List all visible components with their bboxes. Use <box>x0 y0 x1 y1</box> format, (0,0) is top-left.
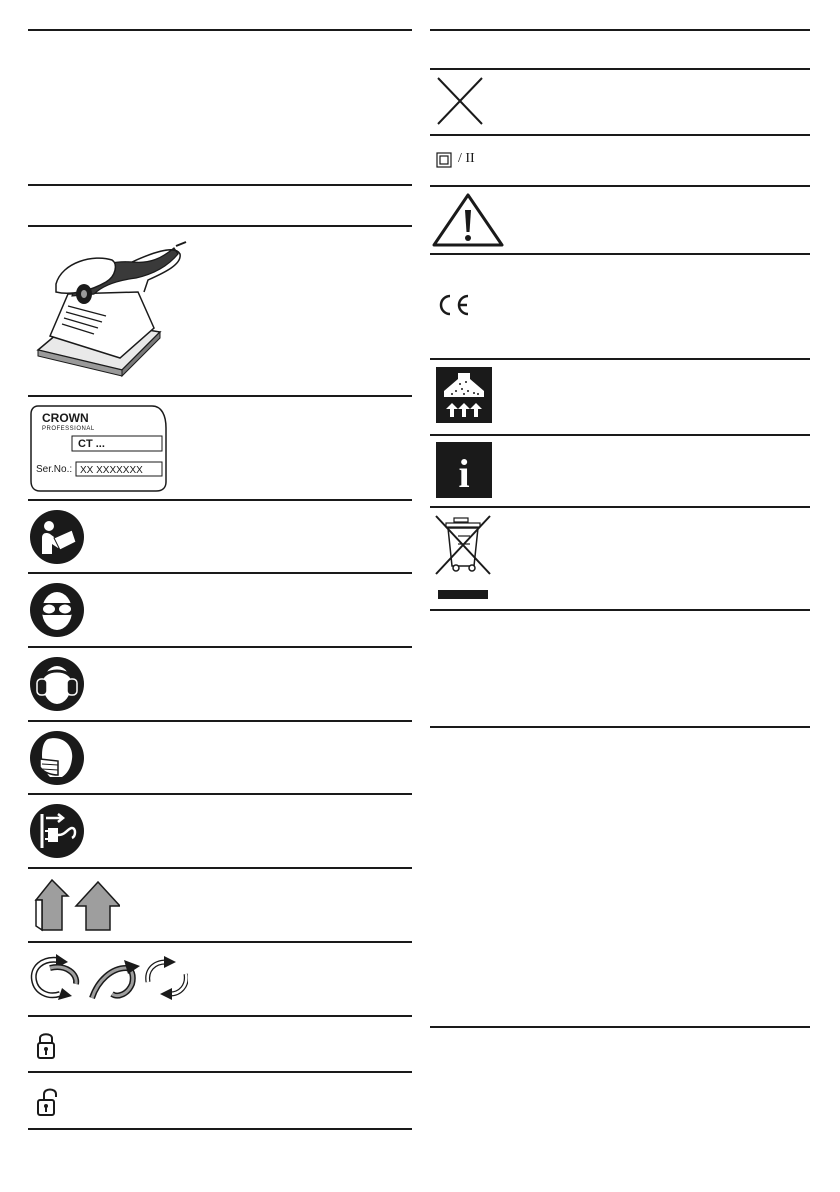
unlock-icon <box>36 1085 58 1117</box>
nameplate-serial-label: Ser.No.: <box>36 464 73 475</box>
divider <box>430 29 810 31</box>
divider <box>430 434 810 436</box>
divider <box>430 1026 810 1028</box>
divider <box>28 225 412 227</box>
divider <box>430 726 810 728</box>
read-manual-icon <box>28 508 86 566</box>
divider <box>28 720 412 722</box>
divider <box>28 572 412 574</box>
rotation-arrows-icon <box>28 954 188 1002</box>
nameplate-brand: CROWN <box>42 411 89 425</box>
divider <box>28 1071 412 1073</box>
ce-mark-icon <box>436 294 472 316</box>
weee-bin-icon <box>434 514 494 602</box>
ear-protection-icon <box>28 655 86 713</box>
nameplate-model: CT ... <box>78 438 105 450</box>
divider <box>430 506 810 508</box>
lock-icon <box>36 1030 56 1060</box>
class-ii-icon <box>436 152 452 168</box>
divider <box>28 29 412 31</box>
unplug-icon <box>28 802 86 860</box>
divider <box>28 395 412 397</box>
prohibited-cross-icon <box>434 74 488 128</box>
divider <box>28 184 412 186</box>
divider <box>430 185 810 187</box>
eye-protection-icon <box>28 581 86 639</box>
divider <box>430 134 810 136</box>
dust-extraction-icon <box>436 367 492 423</box>
nameplate <box>28 402 168 494</box>
nameplate-brand-sub: PROFESSIONAL <box>42 426 95 432</box>
warning-triangle-icon <box>432 192 504 248</box>
divider <box>28 941 412 943</box>
sander-illustration <box>28 232 188 382</box>
direction-arrows-icon <box>28 876 120 932</box>
class-ii-label: / II <box>458 151 475 166</box>
divider <box>28 646 412 648</box>
info-glyph: i <box>458 451 470 496</box>
divider <box>430 253 810 255</box>
dust-mask-icon <box>28 729 86 787</box>
divider <box>28 499 412 501</box>
divider <box>28 1015 412 1017</box>
divider <box>28 793 412 795</box>
divider <box>28 867 412 869</box>
divider <box>430 609 810 611</box>
divider <box>430 68 810 70</box>
info-icon <box>436 442 492 498</box>
divider <box>430 358 810 360</box>
divider <box>28 1128 412 1130</box>
nameplate-serial-value: XX XXXXXXX <box>80 465 143 476</box>
